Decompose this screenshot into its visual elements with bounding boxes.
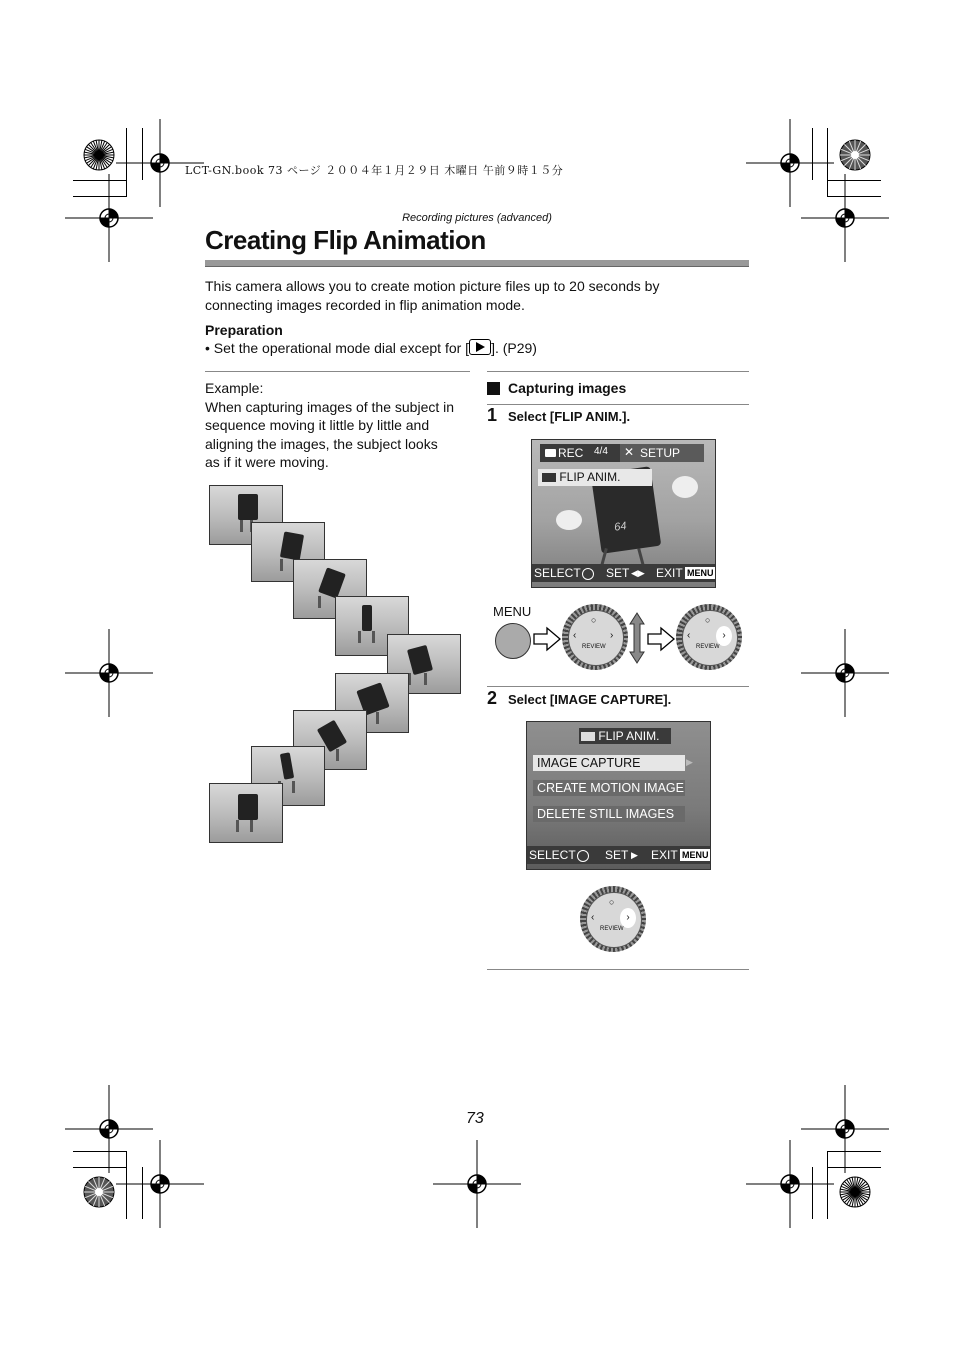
dial-left-arrow-icon: ‹ xyxy=(591,912,595,923)
file-info-header: LCT-GN.book 73 ページ ２００４年１月２９日 木曜日 午前９時１５分 xyxy=(185,164,564,177)
capturing-heading: Capturing images xyxy=(508,380,627,396)
arrow-right-icon xyxy=(647,626,675,652)
menu-item-image-capture[interactable]: IMAGE CAPTURE xyxy=(533,755,685,771)
step2-text: Select [IMAGE CAPTURE]. xyxy=(508,692,672,707)
playback-mode-icon xyxy=(469,339,491,355)
dial-right-pressed-icon: › xyxy=(620,908,636,928)
preparation-heading: Preparation xyxy=(205,322,283,338)
step2-number: 2 xyxy=(487,688,498,708)
menu-button-label: MENU xyxy=(493,604,532,619)
lcd2-title-bar xyxy=(579,728,671,744)
lcd1-bottom-bar xyxy=(532,564,715,582)
sd-card-capacity: 64 xyxy=(613,520,628,534)
page-title: Creating Flip Animation xyxy=(205,225,486,255)
menu-item-create-motion-image[interactable]: CREATE MOTION IMAGE xyxy=(533,780,685,796)
preparation-bullet xyxy=(205,339,537,358)
step1-number: 1 xyxy=(487,405,498,425)
right-section-rule-top xyxy=(487,371,749,372)
menu-tag: MENU xyxy=(682,850,709,860)
camera-icon xyxy=(545,449,556,457)
lcd-screen-flip-anim-menu xyxy=(526,721,711,870)
lcd1-tab-bar xyxy=(540,444,704,462)
example-line-1: When capturing images of the subject in xyxy=(205,398,455,415)
cursor-dial-2[interactable] xyxy=(676,604,742,670)
leftright-icon: ◀▶ xyxy=(631,568,645,578)
sequence-photo xyxy=(209,783,283,843)
cursor-dial-1[interactable] xyxy=(562,604,628,670)
example-label: Example: xyxy=(205,380,264,396)
intro-paragraph xyxy=(205,277,765,314)
flip-anim-menu-item[interactable] xyxy=(538,469,652,486)
dial-right-arrow-icon: › xyxy=(610,630,614,641)
bottom-rule xyxy=(487,969,749,970)
lcd2-title: FLIP ANIM. xyxy=(598,729,660,743)
example-line-3: aligning the images, the subject looks xyxy=(205,435,438,452)
menu-button[interactable] xyxy=(495,623,531,659)
rec-tab[interactable]: REC xyxy=(558,446,584,460)
lcd2-bottom-bar xyxy=(527,846,710,864)
example-line-2: sequence moving it little by little and xyxy=(205,417,430,433)
dial-review-label: REVIEW xyxy=(600,926,624,932)
wrench-icon: ✕ xyxy=(624,445,635,459)
exit-label: EXIT xyxy=(651,848,678,862)
flip-anim-icon xyxy=(542,473,556,482)
intro-line-1: This camera allows you to create motion picture files up to 20 seconds by xyxy=(205,278,660,294)
intro-line-2: connecting images recorded in flip animation mode. xyxy=(205,296,525,313)
menu-tag: MENU xyxy=(687,568,714,578)
selected-arrow-icon: ▶ xyxy=(686,757,693,767)
menu-item-delete-still-images[interactable]: DELETE STILL IMAGES xyxy=(533,806,685,822)
dial-review-label: REVIEW xyxy=(582,644,606,650)
dial-timer-icon: ○ xyxy=(705,615,711,625)
dial-timer-icon: ○ xyxy=(609,897,615,907)
dial-left-arrow-icon: ‹ xyxy=(573,630,577,641)
title-rule xyxy=(205,260,749,267)
updown-icon xyxy=(577,850,589,862)
dial-right-pressed-icon: › xyxy=(716,626,732,646)
cursor-dial-3[interactable] xyxy=(580,886,646,952)
page-indicator: 4/4 xyxy=(594,446,608,457)
running-title: Recording pictures (advanced) xyxy=(402,212,552,224)
step1-text: Select [FLIP ANIM.]. xyxy=(508,409,631,424)
select-label: SELECT xyxy=(529,848,576,862)
right-section-rule xyxy=(487,404,749,405)
lcd-screen-setup-menu xyxy=(531,439,716,588)
arrow-right-icon xyxy=(533,626,561,652)
set-label: SET xyxy=(605,848,629,862)
dial-review-label: REVIEW xyxy=(696,644,720,650)
setup-tab[interactable]: SETUP xyxy=(640,446,681,460)
step2-rule xyxy=(487,686,749,687)
rotate-arrow-icon xyxy=(628,612,646,664)
dial-timer-icon: ○ xyxy=(591,615,597,625)
example-line-4: as if it were moving. xyxy=(205,454,329,470)
example-block xyxy=(205,379,475,472)
right-arrow-icon: ▶ xyxy=(631,850,638,860)
flip-anim-label: FLIP ANIM. xyxy=(559,470,621,484)
set-label: SET xyxy=(606,566,630,580)
page-number: 73 xyxy=(466,1110,484,1127)
select-label: SELECT xyxy=(534,566,581,580)
updown-icon xyxy=(582,568,594,580)
left-section-rule xyxy=(205,371,470,372)
dial-left-arrow-icon: ‹ xyxy=(687,630,691,641)
preparation-text-after: ]. (P29) xyxy=(491,340,537,356)
section-square-icon xyxy=(487,382,500,395)
preparation-text-before: • Set the operational mode dial except for [ xyxy=(205,340,470,356)
flip-anim-icon xyxy=(581,732,595,741)
exit-label: EXIT xyxy=(656,566,683,580)
